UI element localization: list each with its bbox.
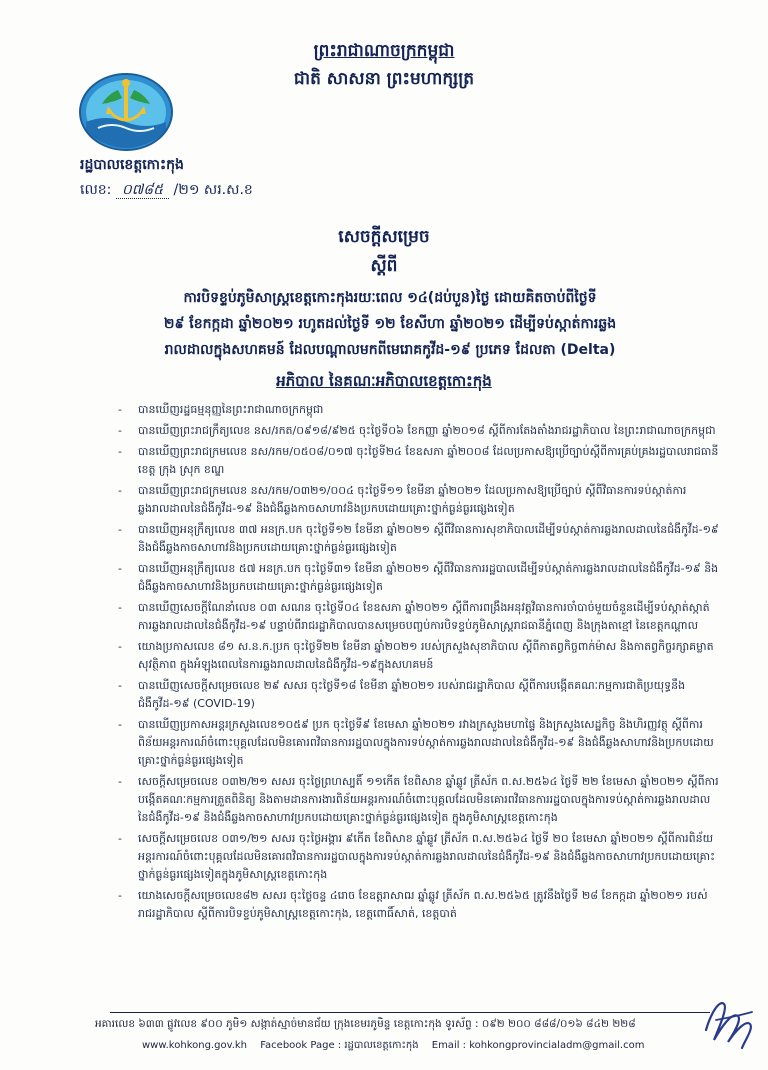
email-label: Email : bbox=[431, 1040, 467, 1051]
subject-line: ២៩ ខែកក្កដា ឆ្នាំ២០២១ រហូតដល់ថ្ងៃទី ១២ ខែសីហា ឆ្នាំ២០២១ ដើម្បីទប់ស្កាត់ការឆ្លង bbox=[163, 316, 617, 332]
clause-item: - សេចក្តីសម្រេចលេខ ០៣២/២១ សសរ ចុះថ្ងៃព្រហស្បតិ៍ ១១កើត ខែពិសាខ ឆ្នាំឆ្លូវ ត្រីស័ក ព.ស.២៥៦៤ ថ្ងៃទី ២២ ខែមេសា ឆ្នាំ២០២១ ស្តីពីការបង្កើតគណៈកម្មការត្រួតពិនិត្យ និងតាមដានការងារពិន័យអន្តរការណ៍ចំពោះបុគ្គលដែលមិនគោរពវិធានការរដ្ឋបាលក្នុងការទប់ស្កាត់ការឆ្លងរាលដាលនៃជំងឺកូវីដ-១៩ និងជំងឺឆ្លងកាចសាហាវប្រកបដោយគ្រោះថ្នាក់ធ្ងន់ធ្ងរផ្សេងទៀត ក្នុងភូមិសាស្ត្រខេត្តកោះកុង bbox=[110, 773, 720, 827]
subject-line: រាលដាលក្នុងសហគមន៍ ដែលបណ្ដាលមកពីមេរោគកូវីដ-១៩ ប្រភេទ ដែលតា (Delta) bbox=[164, 342, 616, 358]
clause-item: - បានឃើញសេចក្តីណែនាំលេខ ០៣ សណន ចុះថ្ងៃទី០៤ ខែឧសភា ឆ្នាំ២០២១ ស្តីពីការពង្រឹងអនុវត្តវិធានការចាំបាច់មួយចំនួនដើម្បីទប់ស្កាត់ស្កាត់ការឆ្លងរាលដាលនៃជំងឺកូវីដ-១៩ បន្ទាប់ពីរាជរដ្ឋាភិបាលបានសម្រេចបញ្ចប់ការបិទខ្ទប់ភូមិសាស្ត្ររាជធានីភ្នំពេញ និងក្រុងតាខ្មៅ នៃខេត្តកណ្តាល bbox=[110, 599, 720, 635]
facebook-label: Facebook Page : bbox=[260, 1040, 342, 1051]
national-motto: ជាតិ សាសនា ព្រះមហាក្សត្រ bbox=[293, 69, 475, 89]
ref-prefix: លេខ: bbox=[80, 182, 112, 198]
clause-item: - បានឃើញព្រះរាជក្រឹត្យលេខ នស/រកត/០៩១៨/៩២៥ ចុះថ្ងៃទី០៦ ខែកញ្ញា ឆ្នាំ២០១៨ ស្តីពីការតែងតាំងរាជរដ្ឋាភិបាល នៃព្រះរាជាណាចក្រកម្ពុជា bbox=[110, 422, 720, 440]
clause-item: - បានឃើញអនុក្រឹត្យលេខ ៣៧ អនក្រ.បក ចុះថ្ងៃទី១២ ខែមីនា ឆ្នាំ២០២១ ស្តីពីវិធានការសុខាភិបាលដើម្បីទប់ស្កាត់ការឆ្លងរាលដាលនៃជំងឺកូវីដ-១៩ និងជំងឺឆ្លងកាចសាហាវនិងប្រកបដោយគ្រោះថ្នាក់ធ្ងន់ធ្ងរផ្សេងទៀត bbox=[110, 521, 720, 557]
footer-divider bbox=[110, 1012, 710, 1013]
ref-number: ០៧៨៥ bbox=[116, 182, 169, 199]
clause-item: - បានឃើញប្រកាសអន្តរក្រសួងលេខ១០៥៩ ប្រក ចុះថ្ងៃទី៩ ខែមេសា ឆ្នាំ២០២១ រវាងក្រសួងមហាផ្ទៃ និងក្រសួងសេដ្ឋកិច្ច និងហិរញ្ញវត្ថុ ស្តីពីការពិន័យអន្តរការណ៍ចំពោះបុគ្គលដែលមិនគោរពវិធានការរដ្ឋបាលក្នុងការទប់ស្កាត់ការឆ្លងរាលដាលនៃជំងឺកូវីដ-១៩ និងជំងឺឆ្លងសាហាវនិងប្រកបដោយគ្រោះថ្នាក់ធ្ងន់ធ្ងរផ្សេងទៀត bbox=[110, 716, 720, 770]
facebook-link[interactable]: រដ្ឋបាលខេត្តកោះកុង bbox=[344, 1040, 419, 1051]
document-subject bbox=[110, 285, 670, 363]
document-type: សេចក្ដីសម្រេច bbox=[338, 227, 430, 247]
subject-line: ការបិទខ្ទប់ភូមិសាស្ត្រខេត្តកោះកុងរយៈពេល ១៤(ដប់បួន)ថ្ងៃ ដោយគិតចាប់ពីថ្ងៃទី bbox=[183, 290, 597, 306]
clause-item: - បានឃើញរដ្ឋធម្មនុញ្ញនៃព្រះរាជាណាចក្រកម្ពុជា bbox=[110, 401, 720, 419]
clause-item: - បានឃើញព្រះរាជក្រមលេខ នស/រកម/០៣២១/០០៤ ចុះថ្ងៃទី១១ ខែមីនា ឆ្នាំ២០២១ ដែលប្រកាសឱ្យប្រើច្បាប់ ស្តីពីវិធានការទប់ស្កាត់ការឆ្លងរាលដាលនៃជំងឺកូវីដ-១៩ និងជំងឺឆ្លងកាចសាហាវនិងប្រកបដោយគ្រោះថ្នាក់ធ្ងន់ធ្ងរផ្សេងទៀត bbox=[110, 482, 720, 518]
website-link[interactable]: www.kohkong.gov.kh bbox=[142, 1040, 248, 1051]
clause-item: - បានឃើញអនុក្រឹត្យលេខ ៥៧ អនក្រ.បក ចុះថ្ងៃទី៣១ ខែមីនា ឆ្នាំ២០២១ ស្តីពីវិធានការរដ្ឋបាលដើម្បីទប់ស្កាត់ការឆ្លងរាលដាលនៃជំងឺកូវីដ-១៩ និងជំងឺឆ្លងកាចសាហាវនិងប្រកបដោយគ្រោះថ្នាក់ធ្ងន់ធ្ងរផ្សេងទៀត bbox=[110, 560, 720, 596]
clause-item: - យោងសេចក្តីសម្រេចលេខ៨២ សសរ ចុះថ្ងៃចន្ទ ៤រោច ខែឧត្តរាសាឍ ឆ្នាំឆ្លូវ ត្រីស័ក ព.ស.២៥៦៥ ត្រូវនឹងថ្ងៃទី ២៨ ខែកក្កដា ឆ្នាំ២០២១ របស់រាជរដ្ឋាភិបាល ស្តីពីការបិទខ្ទប់ភូមិសាស្ត្រខេត្តកោះកុង, ខេត្តពោធិ៍សាត់, ខេត្តបាត់ bbox=[110, 887, 720, 923]
clause-item: - បានឃើញព្រះរាជក្រមលេខ នស/រកម/០៥០៨/០១៧ ចុះថ្ងៃទី២៤ ខែឧសភា ឆ្នាំ២០០៨ ដែលប្រកាសឱ្យប្រើច្បាប់ស្តីពីការគ្រប់គ្រងរដ្ឋបាលរាជធានី ខេត្ត ក្រុង ស្រុក ខណ្ឌ bbox=[110, 443, 720, 479]
ref-suffix: /២១ សរ.ស.ខ bbox=[173, 182, 253, 198]
email-link[interactable]: kohkongprovincialadm@gmail.com bbox=[469, 1040, 645, 1051]
clause-item: - សេចក្តីសម្រេចលេខ ០៣១/២១ សសរ ចុះថ្ងៃអង្គារ ៩កើត ខែពិសាខ ឆ្នាំឆ្លូវ ត្រីស័ក ព.ស.២៥៦៤ ថ្ងៃទី ២០ ខែមេសា ឆ្នាំ២០២១ ស្តីពីការពិន័យអន្តរការណ៍ចំពោះបុគ្គលដែលមិនគោរពវិធានការរដ្ឋបាលក្នុងការទប់ស្កាត់ការឆ្លងរាលដាលនៃជំងឺកូវីដ-១៩ និងជំងឺឆ្លងកាចសាហាវប្រកបដោយគ្រោះថ្នាក់ធ្ងន់ធ្ងរផ្សេងទៀតក្នុងភូមិសាស្ត្រខេត្តកោះកុង bbox=[110, 830, 720, 884]
clause-item: - បានឃើញសេចក្តីសម្រេចលេខ ២៩ សសរ ចុះថ្ងៃទី១៨ ខែមីនា ឆ្នាំ២០២១ របស់រាជរដ្ឋាភិបាល ស្តីពីការបង្កើតគណៈកម្មការជាតិប្រយុទ្ធនឹងជំងឺកូវីដ-១៩ (COVID-19) bbox=[110, 677, 720, 713]
kingdom-heading: ព្រះរាជាណាចក្រកម្ពុជា bbox=[313, 41, 455, 61]
clause-item: - យោងប្រកាសលេខ ៨១ ស.ន.ក.ប្រក ចុះថ្ងៃទី២២ ខែមីនា ឆ្នាំ២០២១ របស់ក្រសួងសុខាភិបាល ស្តីពីកាតព្វកិច្ចពាក់ម៉ាស និងកាតព្វកិច្ចរក្សាគម្លាតសុវត្ថិភាព ក្នុងអំឡុងពេលនៃការឆ្លងរាលដាលនៃជំងឺកូវីដ-១៩ក្នុងសហគមន៍ bbox=[110, 638, 720, 674]
footer-address: អគារលេខ ៦៣៣ ផ្លូវលេខ ៩០០ ភូមិ១ សង្កាត់ស្មាច់មានជ័យ ក្រុងខេមរភូមិន្ទ ខេត្តកោះកុង ទូរស័ព្ទ : ០៩២ ២០០ ៨៨៨/០១៦ ៨៤២ ២២៨ bbox=[95, 1018, 636, 1030]
provincial-emblem-icon bbox=[78, 70, 174, 152]
reference-number bbox=[80, 180, 253, 201]
issuing-office: រដ្ឋបាលខេត្តកោះកុង bbox=[80, 157, 184, 173]
document-about: ស្ដីពី bbox=[370, 256, 398, 276]
preamble-clauses bbox=[110, 401, 720, 926]
authority-heading: អភិបាល នៃគណៈអភិបាលខេត្តកោះកុង bbox=[276, 372, 492, 390]
signature-initials-icon bbox=[698, 990, 760, 1054]
footer-contacts bbox=[142, 1038, 742, 1053]
